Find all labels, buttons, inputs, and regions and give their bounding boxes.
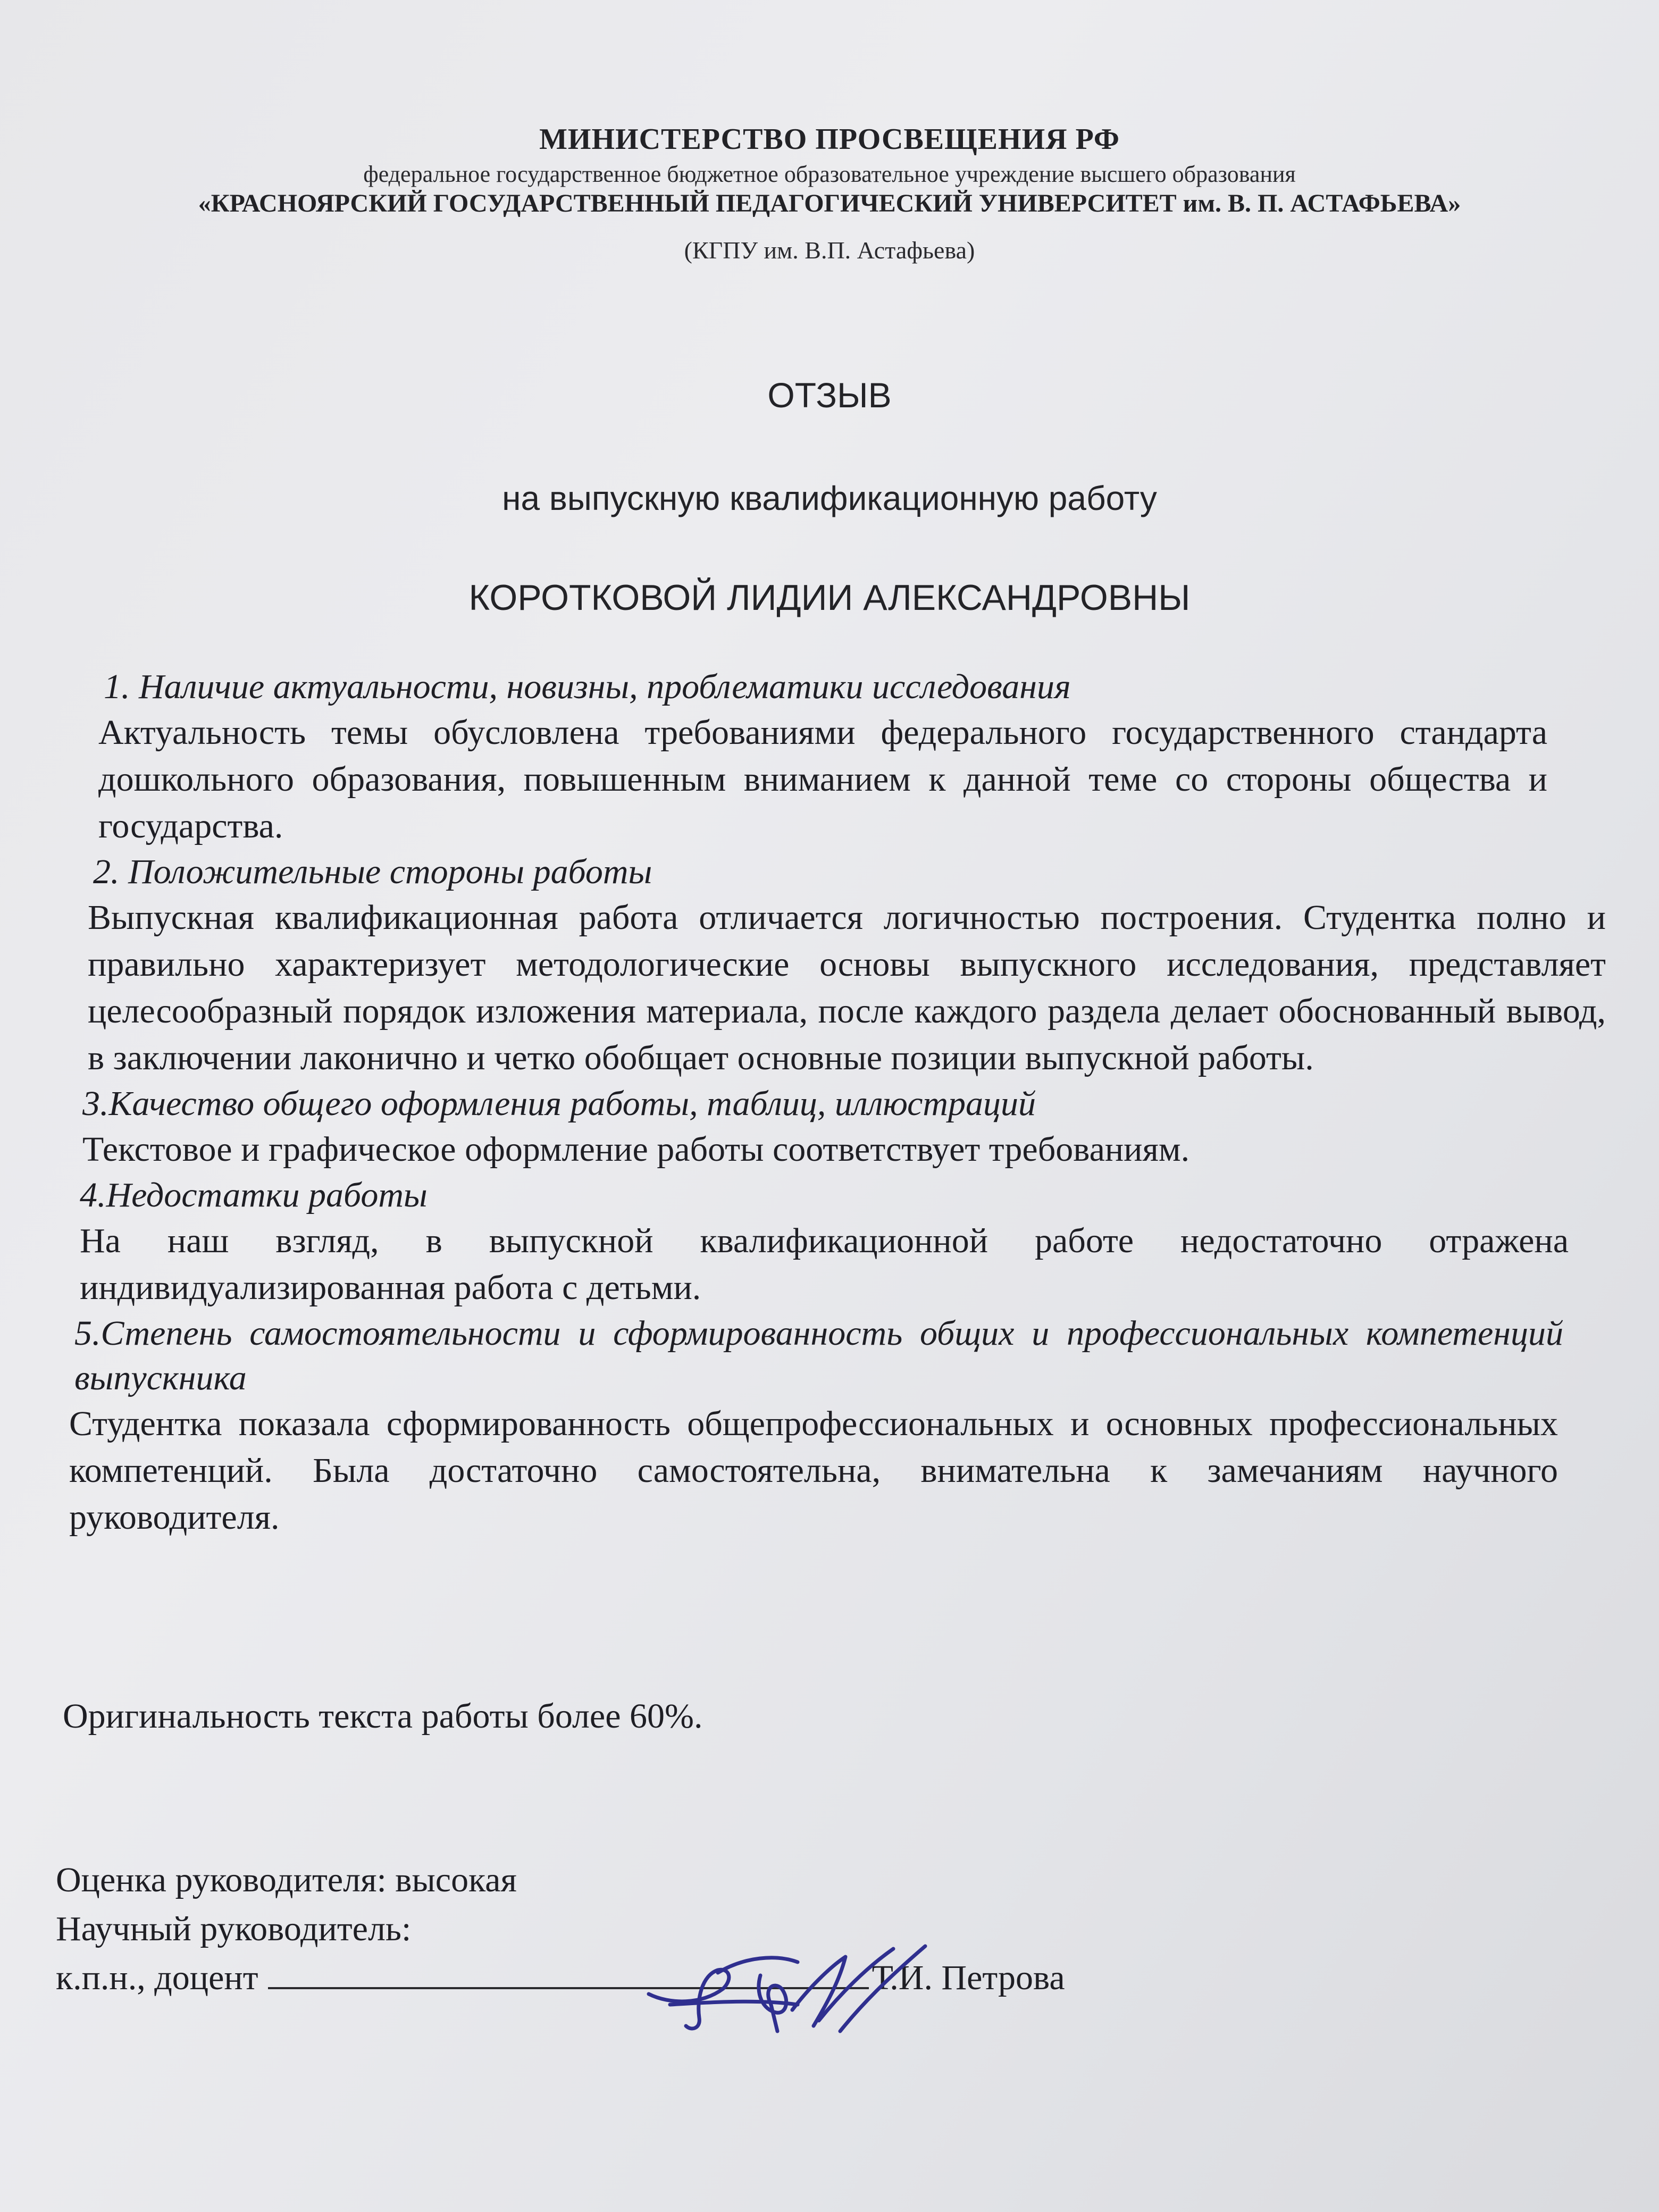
section-text: Выпускная квалификационная работа отличается логичностью построения. Студентка полно и правильно характеризует методологические основы выпускного исследования, представляет целесообразный порядок изложения материала, после каждого раздела делает обоснованный вывод, в заключении лаконично и четко обобщает основные позиции выпускной работы. (88, 898, 1606, 1077)
section-text: Студентка показала сформированность общепрофессиональных и основных профессиональных компетенций. Была достаточно самостоятельна, внимательна к замечаниям научного руководителя. (69, 1404, 1558, 1537)
section-strengths (80, 850, 1606, 1082)
section-independence (69, 1311, 1606, 1541)
institution-description: федеральное государственное бюджетное образовательное учреждение высшего образования (363, 161, 1296, 187)
section-heading: 2. Положительные стороны работы (93, 852, 652, 891)
supervisor-name: Т.И. Петрова (872, 1958, 1065, 1997)
letterhead (0, 122, 1659, 264)
section-heading: 1. Наличие актуальности, новизны, проблематики исследования (104, 667, 1071, 706)
document-subtitle: на выпускную квалификационную работу (502, 479, 1157, 517)
university-abbreviation: (КГПУ им. В.П. Астафьева) (684, 237, 975, 264)
section-formatting (80, 1082, 1606, 1173)
section-text: На наш взгляд, в выпускной квалификационной работе недостаточно отражена индивидуализированная работа с детьми. (80, 1221, 1569, 1307)
section-relevance (80, 665, 1606, 850)
ministry-name: МИНИСТЕРСТВО ПРОСВЕЩЕНИЯ РФ (539, 123, 1120, 156)
university-name: «КРАСНОЯРСКИЙ ГОСУДАРСТВЕННЫЙ ПЕДАГОГИЧЕСКИЙ УНИВЕРСИТЕТ им. В. П. АСТАФЬЕВА» (198, 189, 1461, 217)
document-title: ОТЗЫВ (767, 375, 892, 415)
section-heading: 3.Качество общего оформления работы, таблиц, иллюстраций (82, 1084, 1036, 1123)
supervisor-degree: к.п.н., доцент (56, 1958, 258, 1997)
section-text: Текстовое и графическое оформление работы соответствует требованиям. (82, 1130, 1190, 1169)
section-heading: 4.Недостатки работы (80, 1176, 428, 1214)
handwritten-signature (638, 1925, 936, 2052)
section-text: Актуальность темы обусловлена требованиями федерального государственного стандарта дошкольного образования, повышенным вниманием к данной теме со стороны общества и государства. (98, 713, 1547, 845)
review-body (69, 665, 1606, 1541)
section-heading: 5.Степень самостоятельности и сформированность общих и профессиональных компетенций выпускника (74, 1314, 1563, 1397)
originality-statement: Оригинальность текста работы более 60%. (63, 1697, 703, 1736)
supervisor-label: Научный руководитель: (56, 1909, 412, 1948)
section-shortcomings (80, 1173, 1606, 1311)
student-name: КОРОТКОВОЙ ЛИДИИ АЛЕКСАНДРОВНЫ (468, 577, 1191, 618)
supervisor-grade: Оценка руководителя: высокая (56, 1861, 517, 1899)
